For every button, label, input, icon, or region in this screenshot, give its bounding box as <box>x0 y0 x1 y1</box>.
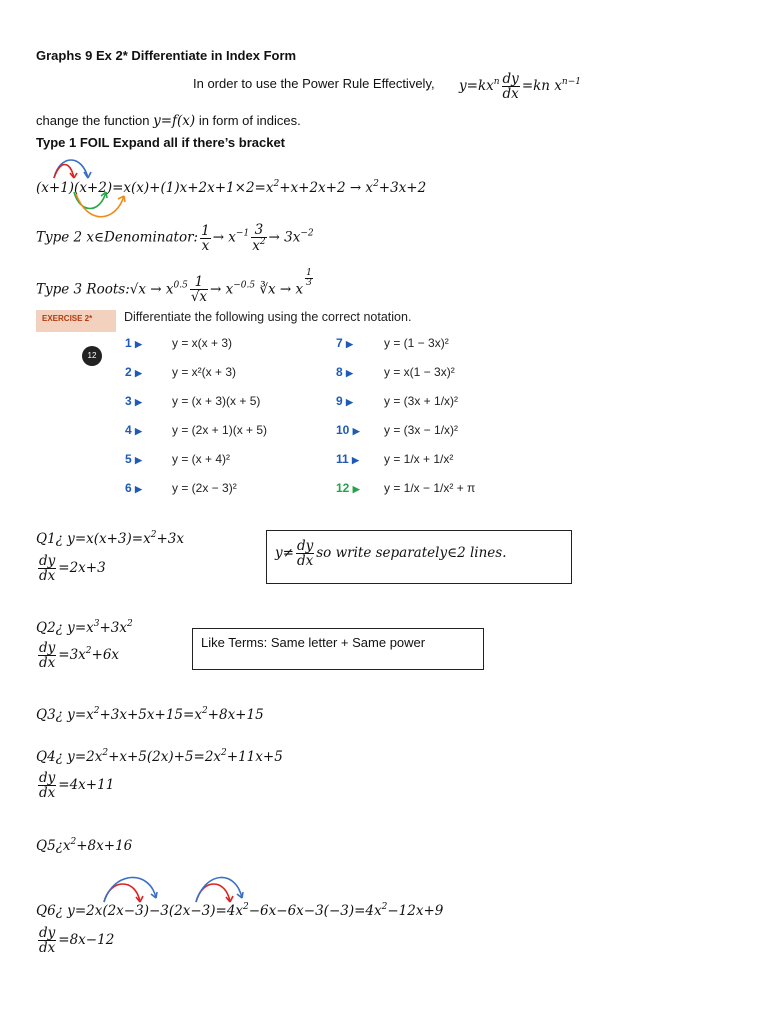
play-triangle-icon: ▶ <box>135 484 142 494</box>
exercise-tag: EXERCISE 2* <box>42 314 93 323</box>
exercise-item-number: 5 ▶ <box>125 452 142 466</box>
exercise-item-equation: y = x(x + 3) <box>172 336 233 350</box>
q4-derivative: $\frac{dy}{dx}$ =4x+11 <box>39 770 115 802</box>
exercise-item-equation: y = x(1 − 3x)² <box>384 365 455 379</box>
exercise-title: Differentiate the following using the correct notation. <box>124 310 412 324</box>
q1-line: Q1¿ $y=x(x+3)=x^2+3x$ <box>36 530 184 547</box>
play-triangle-icon: ▶ <box>352 426 360 436</box>
play-triangle-icon: ▶ <box>346 368 353 378</box>
exercise-item-number: 3 ▶ <box>125 394 142 408</box>
exercise-item-number: 11 ▶ <box>336 452 359 466</box>
page-title: Graphs 9 Ex 2* Differentiate in Index Form <box>36 48 297 63</box>
play-triangle-icon: ▶ <box>346 339 353 349</box>
play-triangle-icon: ▶ <box>352 455 359 465</box>
q2-derivative: $\frac{dy}{dx}$ $=3x^2+6x$ <box>39 640 120 672</box>
exercise-item-equation: y = 1/x − 1/x² + π <box>384 481 476 495</box>
exercise-item-number: 2 ▶ <box>125 365 142 379</box>
exercise-item-number: 12 ▶ <box>336 481 360 495</box>
exercise-item-equation: y = (x + 4)² <box>172 452 231 466</box>
exercise-item-equation: y = 1/x + 1/x² <box>384 452 454 466</box>
exercise-item-equation: y = (1 − 3x)² <box>384 336 449 350</box>
play-triangle-icon: ▶ <box>135 339 142 349</box>
q5-line: $Q5¿x^2+8x+16$ <box>36 837 133 854</box>
exercise-item-equation: y = (3x + 1/x)² <box>384 394 459 408</box>
exercise-item-number: 6 ▶ <box>125 481 142 495</box>
exercise-panel <box>36 307 506 506</box>
q4-line: Q4¿ $y=2x^2+x+5(2x)+5=2x^2+11x+5$ <box>36 748 283 765</box>
note-box-1 <box>266 530 572 584</box>
play-triangle-icon: ▶ <box>135 426 142 436</box>
type2-example: Type 2 x∈Denominator: $\frac{1}{x}$ → $x^{-1}$ $\frac{3}{x^2}$ → $3x^{-2}$ <box>36 222 314 255</box>
exercise-item-number: 1 ▶ <box>125 336 142 350</box>
play-triangle-icon: ▶ <box>135 455 142 465</box>
intro-text: In order to use the Power Rule Effectively, <box>193 76 435 91</box>
exercise-item-equation: y = (2x − 3)² <box>172 481 237 495</box>
power-rule: $y=kx^n$ $\frac{dy}{dx}$ =kn $x^{n-1}$ <box>459 71 581 103</box>
exercise-item-number: 9 ▶ <box>336 394 353 408</box>
exercise-item-number: 8 ▶ <box>336 365 353 379</box>
type1-heading: Type 1 FOIL Expand all if there’s bracket <box>36 135 286 150</box>
q6-derivative: $\frac{dy}{dx}$ =8x−12 <box>39 925 115 957</box>
change-text: change the function y=f(x) in form of indices. <box>36 113 301 129</box>
play-triangle-icon: ▶ <box>352 484 360 494</box>
play-triangle-icon: ▶ <box>135 368 142 378</box>
difficulty-badge-icon: 12 <box>82 346 102 366</box>
exercise-item-number: 7 ▶ <box>336 336 353 350</box>
note-text-2: Like Terms: Same letter + Same power <box>201 635 426 650</box>
play-triangle-icon: ▶ <box>346 397 353 407</box>
foil-example: $(x+1)(x+2)=x(x)+(1)x+2x+1\times 2=x^2+x+2x+2 \to x^2+3x+2$ <box>36 179 427 196</box>
q3-line: Q3¿ $y=x^2+3x+5x+15=x^2+8x+15$ <box>36 706 264 723</box>
exercise-item-number: 4 ▶ <box>125 423 142 437</box>
exercise-item-equation: y = (x + 3)(x + 5) <box>172 394 261 408</box>
play-triangle-icon: ▶ <box>135 397 142 407</box>
exercise-item-number: 10 ▶ <box>336 423 360 437</box>
exercise-item-equation: y = (2x + 1)(x + 5) <box>172 423 268 437</box>
q1-derivative: $\frac{dy}{dx}$ =2x+3 <box>39 553 106 585</box>
exercise-item-equation: y = (3x − 1/x)² <box>384 423 459 437</box>
note-text-1: y≠ $\frac{dy}{dx}$ so write separately∈2 lines. <box>275 538 507 570</box>
q2-line: Q2¿ $y=x^3+3x^2$ <box>36 619 133 636</box>
note-box-2 <box>192 628 484 670</box>
q6-line: Q6¿ $y=2x(2x-3)-3(2x-3)=4x^2-6x-6x-3(-3)=4x^2-12x+9$ <box>36 902 444 919</box>
exercise-item-equation: y = x²(x + 3) <box>172 365 237 379</box>
type3-example: Type 3 Roots:√x → $x^{0.5}$ $\frac{1}{√x}$ → $x^{-0.5}$ ∛x → x $\frac{1}{3}$ <box>36 268 312 306</box>
